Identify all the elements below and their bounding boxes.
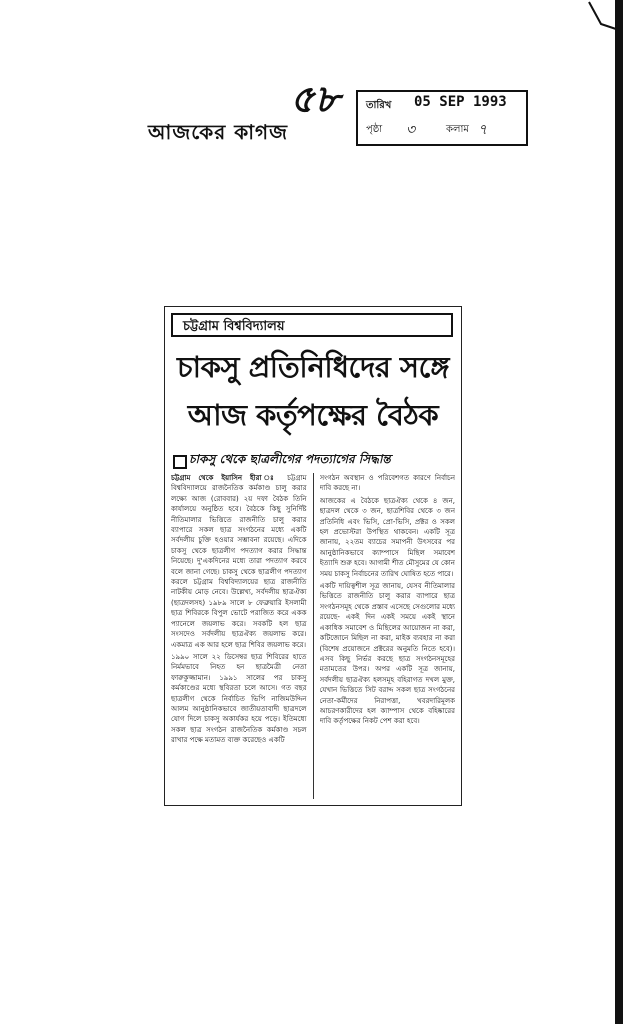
folded-corner-mark [583,0,623,34]
headline-line-1: চাকসু প্রতিনিধিদের সঙ্গে [177,350,449,384]
article-column-2 [320,473,456,799]
archive-stamp [356,90,528,146]
stamp-page-label: পৃষ্ঠা [366,124,383,135]
stamp-column-label: কলাম [446,124,469,135]
stamp-date: 05 SEP 1993 [414,94,507,110]
article-column-1 [171,473,307,799]
article-paragraph: ১৯৯০ সালে ২২ ডিসেম্বর ছাত্র শিবিরের হাতে নির্মমভাবে নিহত হন ছাত্রমৈত্রী নেতা ফারুকুজ্জামান। ১৯৯১ সালের পর চাকসু কর্মকাণ্ডের মধ্যে স্থবিরতা চলে আসে। গত বছর ছাত্রলীগ থেকে নির্বাচিত ভিপি নাজিমউদ্দিন আলম আনুষ্ঠানিকভাবে জাতীয়তাবাদী ছাত্রদলে যোগ দিলে চাকসু অকার্যকর হয়ে পড়ে। ইতিমধ্যে সকল ছাত্র সংগঠন রাজনৈতিক কর্মকাণ্ড সচল রাখার পক্ষে মতামত ব্যক্ত করেছেও একটি [171,652,307,745]
subheadline-box-icon [173,455,187,469]
article-body [171,473,455,799]
stamp-column-number: ৭ [478,122,488,138]
subheadline: চাকসু থেকে ছাত্রলীগের পদত্যাগের সিদ্ধান্ত [189,452,391,466]
newspaper-name: আজকের কাগজ [148,120,289,144]
headline-line-2: আজ কর্তৃপক্ষের বৈঠক [187,398,439,432]
article-paragraph: একটি দায়িত্বশীল সূত্র জানায়, যেসব নীতিমালার ভিত্তিতে রাজনীতি চালু করার ব্যাপারে ছাত্র সংগঠনসমূহ থেকে প্রস্তাব এসেছে সেগুলোর মধ্যে রয়েছে- একই দিন একই সময়ে একই স্থানে একাধিক সমাবেশ ও মিছিলের আয়োজন না করা, কটিজোনে মিছিল না করা, মাইক ব্যবহার না করা (বিশেষ প্রয়োজনে প্রক্টরের অনুমতি নিতে হবে)। এসব কিছু নির্ভর করছে ছাত্র সংগঠনসমূহের মতামতের উপর। অপর একটি সূত্র জানায়, সর্বদলীয় ছাত্রঐক্য হলসমূহ বহিরাগত দখল মুক্ত, যেখান ভিত্তিতে সিট বরাদ্দ সকল ছাত্র সংগঠনের নেতা-কর্মীদের নিরাপত্তা, খবরদারিমূলক আচরণকারীদের হল ক্যাম্পাস থেকে বহিষ্কারের দাবি কর্তৃপক্ষের নিকট পেশ করা হবে। [319,582,455,726]
scan-edge [615,0,623,1024]
article-paragraph: আজকের এ বৈঠকে ছাত্রঐক্য থেকে ৪ জন, ছাত্রদল থেকে ৩ জন, ছাত্রশিবির থেকে ৩ জন প্রতিনিধি এবং ভিসি, প্রো-ভিসি, প্রক্টর ও সকল হল প্রভোস্টরা উপস্থিত থাকবেন। একটি সূত্র জানায়, ২২তম ব্যাচের সমাপনী উৎসবের পর আনুষ্ঠানিকভাবে ক্যাম্পাসে মিছিল সমাবেশ ইত্যাদি শুরু হবে। আগামী শীত মৌসুমের যে কোন সময় চাকসু নির্বাচনের তারিখ ঘোষিত হতে পারে। [319,496,455,578]
handwritten-number: ৫৮ [290,76,340,121]
section-banner: চট্টগ্রাম বিশ্ববিদ্যালয় [171,313,453,337]
headline [171,343,455,439]
byline: চট্টগ্রাম থেকে ইয়াসিন হীরা ঃ [171,474,280,482]
news-clipping [164,306,462,806]
stamp-page-number: ৩ [406,122,416,138]
column-divider [313,473,314,799]
article-paragraph: সংগঠন অবস্থান ও পরিবেশগত কারণে নির্বাচন দাবি করছে না। [319,474,455,493]
stamp-date-label: তারিখ [366,100,392,111]
article-paragraph: চট্টগ্রাম থেকে ইয়াসিন হীরা ঃ চট্টগ্রাম বিশ্ববিদ্যালয়ে রাজনৈতিক কর্মকাণ্ড চালু করার লক্ষ্যে আজ (রোববার) ২য় দফা বৈঠক তিনি কার্যালয়ে অনুষ্ঠিত হবে। বৈঠকে কিছু সুনির্দিষ্ট নীতিমালার ভিত্তিতে রাজনীতি চালু করার ব্যাপারে সকল ছাত্র সংগঠনের মধ্যে একটি সর্বদলীয় চুক্তি হওয়ার সম্ভাবনা রয়েছে। এদিকে চাকসু থেকে ছাত্রলীগ পদত্যাগ করার সিদ্ধান্ত নিয়েছে। দু'একদিনের মধ্যে তারা পদত্যাগ করবে বলে জানা গেছে। চাকসু থেকে ছাত্রলীগ পদত্যাগ করলে চট্টগ্রাম বিশ্ববিদ্যালয়ের ছাত্র রাজনীতি নাটকীয় মোড় নেবে। উল্লেখ্য, সর্বদলীয় ছাত্রঐক্য (ছাত্রদলসহ) ১৯৮৯ সালে ৮ ফেব্রুয়ারি ইসলামী ছাত্র শিবিরকে বিপুল ভোটে পরাজিত করে একক প্যানেলে জয়লাভ করে। সবকটি হল ছাত্র সংসদেও সর্বদলীয় ছাত্রঐক্য জয়লাভ করে। একমাত্র এক আর হলে ছাত্র শিবির জয়লাভ করে। [171,474,307,649]
